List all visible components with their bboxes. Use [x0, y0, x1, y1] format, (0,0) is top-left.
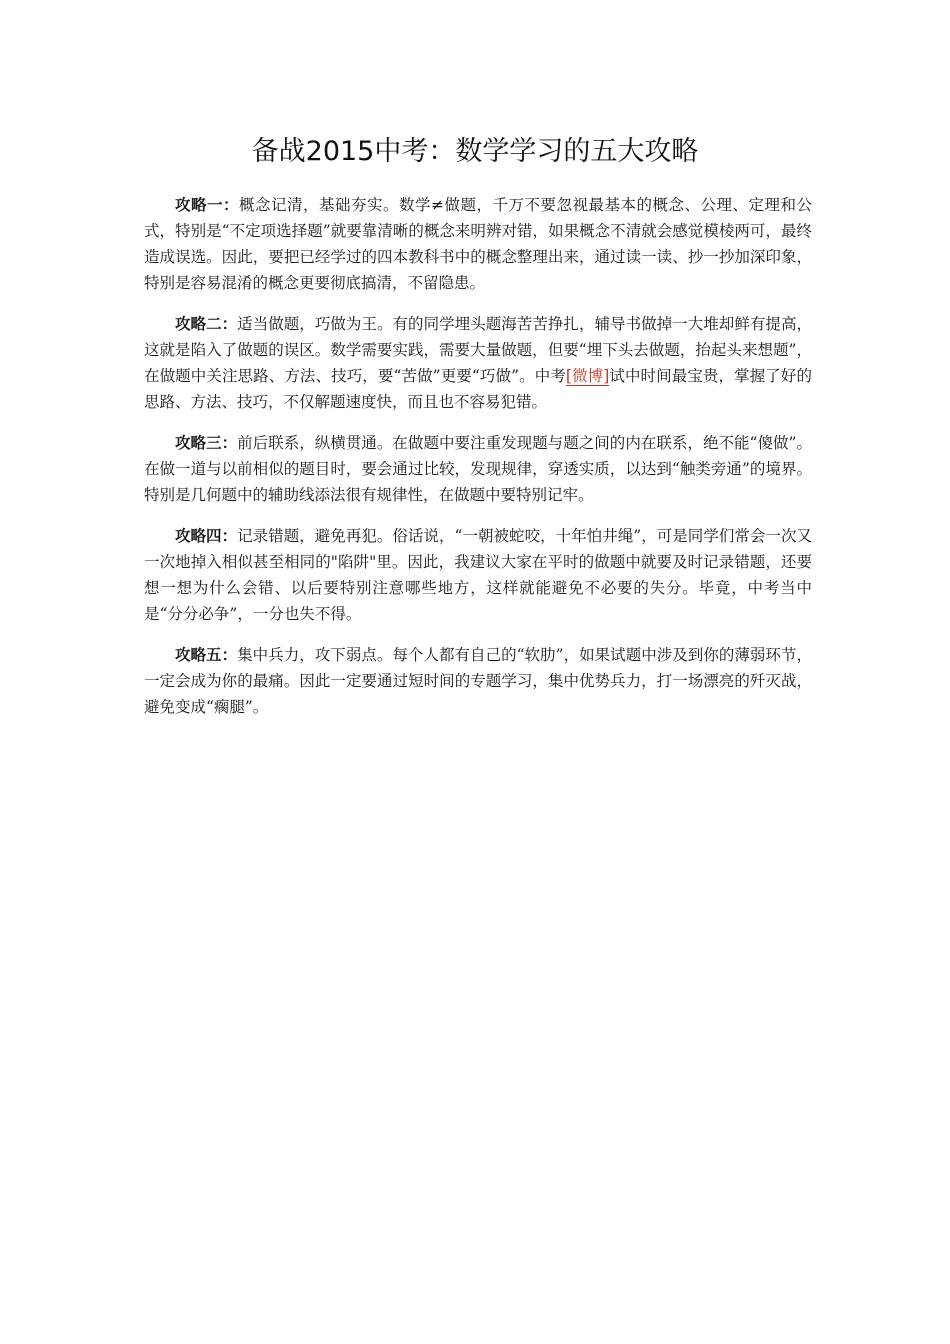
strategy-text-1: 概念记清，基础夯实。数学≠做题，千万不要忽视最基本的概念、公理、定理和公式，特别是“不定项选择题”就要靠清晰的概念来明辨对错，如果概念不清就会感觉模棱两可，最终造成误选。因此，要把已经学过的四本教科书中的概念整理出来，通过读一读、抄一抄加深印象，特别是容易混淆的概念更要彻底搞清，不留隐患。	[144, 196, 812, 292]
strategy-paragraph-1	[144, 192, 812, 296]
strategy-text-3: 前后联系，纵横贯通。在做题中要注重发现题与题之间的内在联系，绝不能“傻做”。在做一道与以前相似的题目时，要会通过比较，发现规律，穿透实质，以达到“触类旁通”的境界。特别是几何题中的辅助线添法很有规律性，在做题中要特别记牢。	[144, 434, 812, 504]
strategy-text-2-after: 试中时间最宝贵，掌握了好的思路、方法、技巧，不仅解题速度快，而且也不容易犯错。	[144, 367, 812, 411]
strategy-label-5: 攻略五：	[175, 645, 238, 664]
strategy-paragraph-2	[144, 311, 812, 415]
strategy-label-1: 攻略一：	[175, 195, 239, 214]
strategy-paragraph-4	[144, 523, 812, 627]
strategy-text-4: 记录错题，避免再犯。俗话说，“一朝被蛇咬，十年怕井绳”，可是同学们常会一次又一次地掉入相似甚至相同的"陷阱"里。因此，我建议大家在平时的做题中就要及时记录错题，还要想一想为什么会错、以后要特别注意哪些地方，这样就能避免不必要的失分。毕竟，中考当中是“分分必争”，一分也失不得。	[144, 527, 812, 623]
strategy-label-3: 攻略三：	[175, 433, 238, 452]
strategy-paragraph-3	[144, 430, 812, 508]
strategy-label-4: 攻略四：	[175, 526, 238, 545]
page-title: 备战2015中考：数学学习的五大攻略	[251, 136, 699, 167]
strategy-label-2: 攻略二：	[175, 314, 238, 333]
article-body	[144, 192, 812, 735]
strategy-text-2-before: 适当做题，巧做为王。有的同学埋头题海苦苦挣扎，辅导书做掉一大堆却鲜有提高，这就是陷入了做题的误区。数学需要实践，需要大量做题，但要“埋下头去做题，抬起头来想题”，在做题中关注思路、方法、技巧，要“苦做”更要“巧做”。中考	[144, 315, 812, 385]
weibo-link[interactable]: [微博]	[565, 367, 610, 385]
strategy-paragraph-5	[144, 642, 812, 720]
strategy-text-5: 集中兵力，攻下弱点。每个人都有自己的“软肋”，如果试题中涉及到你的薄弱环节，一定会成为你的最痛。因此一定要通过短时间的专题学习，集中优势兵力，打一场漂亮的歼灭战，避免变成“瘸腿”。	[144, 646, 812, 716]
